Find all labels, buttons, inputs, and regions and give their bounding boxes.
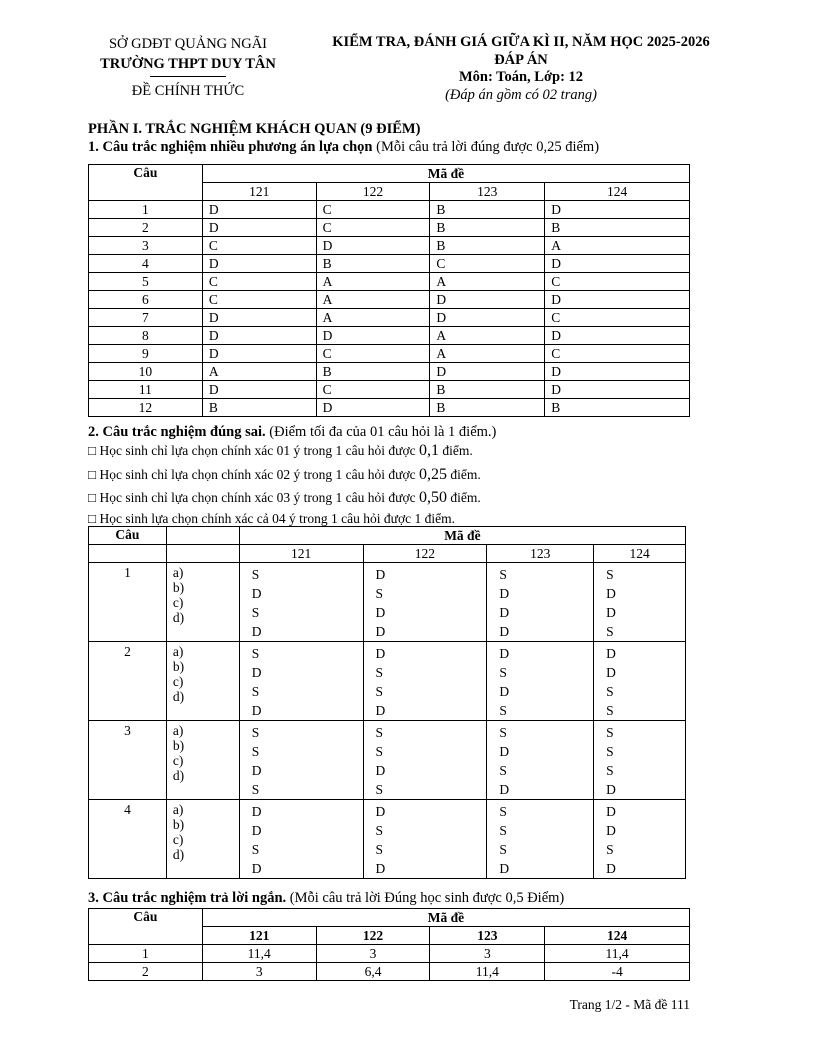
s2-note-3-points: 0,50 [418,489,447,506]
sub-item-letters [166,721,239,800]
sub-item-letter: c) [172,832,184,847]
true-false-value: S [606,624,614,639]
answer-cell: D [430,309,545,327]
true-false-value: S [499,567,507,582]
answer-cell: D [202,219,316,237]
true-false-value: D [606,861,616,876]
exam-code: 121 [202,927,316,945]
s2-head-cau: Câu [89,527,167,545]
exam-code: 124 [545,183,690,201]
s2-title-bold: 2. Câu trắc nghiệm đúng sai. [88,424,266,440]
sub-item-letter: a) [172,802,184,817]
answer-cell [239,563,363,642]
answer-cell: D [545,381,690,399]
exam-code: 121 [202,183,316,201]
true-false-value: S [251,842,260,857]
s2-note-2 [88,466,481,484]
answer-cell: C [202,291,316,309]
answer-cell [487,800,594,879]
answer-cell: D [545,291,690,309]
answer-cell: A [316,309,430,327]
exam-code: 122 [316,927,430,945]
table-row [89,309,690,327]
table-row [89,345,690,363]
true-false-value: D [375,804,386,819]
answer-cell [363,563,487,642]
s3-head-made: Mã đề [202,909,689,927]
exam-code: 121 [239,545,363,563]
answer-cell: A [430,273,545,291]
s2-head-blank-2 [89,545,167,563]
answer-cell: 3 [316,945,430,963]
true-false-value: S [606,725,614,740]
true-false-value: S [375,744,384,759]
answer-cell: C [430,255,545,273]
header-right [310,34,732,104]
true-false-value: D [606,804,616,819]
answer-cell [363,721,487,800]
sub-item-letter: c) [172,674,184,689]
question-number: 3 [89,237,203,255]
table-row [89,219,690,237]
answer-cell: D [202,255,316,273]
answer-cell: A [202,363,316,381]
true-false-value: D [606,605,616,620]
question-number: 2 [89,963,203,981]
answer-cell: B [430,219,545,237]
answer-cell: C [545,345,690,363]
true-false-value: D [606,782,616,797]
answer-cell: A [430,345,545,363]
true-false-value: S [251,646,260,661]
question-number: 5 [89,273,203,291]
true-false-value: S [375,823,384,838]
table-row [89,273,690,291]
answer-cell [239,800,363,879]
exam-code: 124 [594,545,686,563]
answer-cell: 3 [430,945,545,963]
s2-note-1-unit: điểm. [438,443,473,458]
s1-heading [88,139,599,156]
answer-cell: C [545,273,690,291]
true-false-value: D [375,703,386,718]
exam-code: 122 [363,545,487,563]
answer-cell: B [316,363,430,381]
sub-item-letter: c) [172,595,184,610]
s2-heading [88,424,496,441]
s2-note-1-points: 0,1 [418,442,439,459]
s1-answer-table [88,164,690,417]
answer-cell [594,563,686,642]
sub-item-letter: b) [172,659,185,674]
table-row [89,721,686,800]
answer-cell [363,642,487,721]
answer-cell: D [202,201,316,219]
table-row [89,237,690,255]
true-false-value: D [251,763,262,778]
s2-head-blank-3 [166,545,239,563]
header-left [88,34,288,101]
answer-cell: D [545,327,690,345]
answer-cell: D [202,345,316,363]
true-false-value: D [499,861,510,876]
answer-cell: D [202,309,316,327]
s3-heading [88,890,564,907]
true-false-value: S [375,725,384,740]
true-false-value: D [251,823,262,838]
answer-cell: 6,4 [316,963,430,981]
true-false-value: D [251,703,262,718]
question-number: 4 [89,255,203,273]
true-false-value: D [499,586,510,601]
answer-cell: A [316,291,430,309]
true-false-value: D [375,624,386,639]
question-number: 4 [89,800,167,879]
official-label: ĐỀ CHÍNH THỨC [131,83,245,99]
true-false-value: D [251,665,262,680]
answer-cell: A [545,237,690,255]
sub-item-letters [166,642,239,721]
exam-code: 123 [430,183,545,201]
true-false-value: S [606,567,614,582]
answer-cell: D [545,201,690,219]
true-false-value: S [606,684,614,699]
s2-note-2-text: □ Học sinh chỉ lựa chọn chính xác 02 ý trong 1 câu hỏi được [88,467,419,482]
true-false-value: D [606,646,616,661]
answer-cell: C [316,201,430,219]
exam-code: 123 [487,545,594,563]
true-false-value: S [499,842,507,857]
true-false-value: D [499,646,510,661]
true-false-value: S [251,782,260,797]
true-false-value: S [251,605,260,620]
answer-cell: -4 [545,963,690,981]
s2-note-2-unit: điểm. [446,467,481,482]
answer-cell [594,642,686,721]
table-row [89,399,690,417]
doc-type: ĐÁP ÁN [494,51,548,68]
table-row [89,963,690,981]
answer-cell [487,563,594,642]
table-row [89,563,686,642]
true-false-value: S [499,804,507,819]
question-number: 10 [89,363,203,381]
answer-cell: B [430,237,545,255]
s1-title-bold: 1. Câu trắc nghiệm nhiều phương án lựa chọn [88,139,373,155]
answer-cell [487,721,594,800]
s1-head-cau: Câu [89,165,203,201]
question-number: 1 [89,201,203,219]
true-false-value: D [499,624,510,639]
table-row [89,255,690,273]
true-false-value: D [375,567,386,582]
table-row [89,381,690,399]
true-false-value: S [375,665,384,680]
true-false-value: D [606,586,616,601]
answer-cell: D [316,237,430,255]
table-row [89,363,690,381]
sub-item-letter: d) [172,847,185,862]
table-row [89,201,690,219]
true-false-value: S [499,823,507,838]
answer-cell: A [430,327,545,345]
s2-note-1 [88,442,473,460]
sub-item-letter: a) [172,565,184,580]
true-false-value: D [251,586,262,601]
true-false-value: S [375,782,384,797]
answer-cell: D [430,363,545,381]
sub-item-letter: c) [172,753,184,768]
answer-cell: 11,4 [545,945,690,963]
question-number: 7 [89,309,203,327]
answer-cell: B [316,255,430,273]
sub-item-letter: a) [172,723,184,738]
true-false-value: D [499,782,510,797]
s2-answer-table [88,526,686,879]
true-false-value: D [375,861,386,876]
sub-item-letter: d) [172,610,185,625]
s2-head-blank [166,527,239,545]
exam-title: KIỂM TRA, ĐÁNH GIÁ GIỮA KÌ II, NĂM HỌC 2025-2026 [332,34,710,50]
true-false-value: D [375,646,386,661]
answer-cell: C [316,345,430,363]
true-false-value: S [375,586,384,601]
answer-cell: D [545,363,690,381]
sub-item-letters [166,800,239,879]
exam-code: 122 [316,183,430,201]
question-number: 1 [89,945,203,963]
subject: Môn: Toán, Lớp: 12 [458,69,584,85]
exam-code: 123 [430,927,545,945]
true-false-value: S [499,763,507,778]
answer-cell: 11,4 [430,963,545,981]
table-row [89,945,690,963]
answer-cell [594,721,686,800]
question-number: 9 [89,345,203,363]
page-footer: Trang 1/2 - Mã đề 111 [569,997,690,1012]
answer-cell: D [430,291,545,309]
answer-cell: 11,4 [202,945,316,963]
true-false-value: S [251,567,260,582]
true-false-value: S [375,842,384,857]
true-false-value: D [499,605,510,620]
question-number: 2 [89,642,167,721]
sub-item-letter: b) [172,580,185,595]
answer-cell: C [545,309,690,327]
s2-note-3-unit: điểm. [446,490,481,505]
sub-item-letter: d) [172,768,185,783]
answer-cell [239,721,363,800]
s2-note-1-text: □ Học sinh chỉ lựa chọn chính xác 01 ý trong 1 câu hỏi được [88,443,419,458]
true-false-value: D [606,665,616,680]
true-false-value: S [606,703,614,718]
s2-note-4: □ Học sinh lựa chọn chính xác cả 04 ý trong 1 câu hỏi được 1 điểm. [88,511,455,526]
sub-item-letter: b) [172,817,185,832]
answer-cell [363,800,487,879]
question-number: 2 [89,219,203,237]
school-name: TRƯỜNG THPT DUY TÂN [100,56,276,72]
s1-title-rest: (Mỗi câu trả lời đúng được 0,25 điểm) [372,139,600,155]
answer-cell: D [545,255,690,273]
true-false-value: S [606,763,614,778]
answer-cell [239,642,363,721]
true-false-value: D [251,804,262,819]
answer-cell [594,800,686,879]
part1-title: PHẦN I. TRẮC NGHIỆM KHÁCH QUAN (9 ĐIỂM) [88,121,421,137]
s2-note-2-points: 0,25 [418,466,447,483]
question-number: 8 [89,327,203,345]
s3-answer-table [88,908,690,981]
true-false-value: S [251,744,260,759]
department: SỞ GDĐT QUẢNG NGÃI [108,36,268,52]
question-number: 12 [89,399,203,417]
table-row [89,800,686,879]
true-false-value: D [375,763,386,778]
answer-cell: C [316,381,430,399]
s3-title-bold: 3. Câu trắc nghiệm trả lời ngắn. [88,890,287,906]
s2-head-made: Mã đề [239,527,685,545]
pages-note: (Đáp án gồm có 02 trang) [445,86,597,103]
true-false-value: D [606,823,616,838]
answer-cell: C [316,219,430,237]
true-false-value: S [499,665,507,680]
true-false-value: S [499,703,507,718]
question-number: 1 [89,563,167,642]
answer-cell: D [202,381,316,399]
answer-cell: B [202,399,316,417]
answer-cell: D [202,327,316,345]
question-number: 11 [89,381,203,399]
sub-item-letters [166,563,239,642]
s2-title-rest: (Điểm tối đa của 01 câu hỏi là 1 điểm.) [265,424,497,440]
s1-head-made: Mã đề [202,165,689,183]
true-false-value: S [499,725,507,740]
answer-cell: B [430,201,545,219]
school-underline [150,76,226,77]
true-false-value: S [251,725,260,740]
table-row [89,642,686,721]
table-row [89,291,690,309]
question-number: 3 [89,721,167,800]
answer-cell: B [430,399,545,417]
answer-cell: D [316,399,430,417]
true-false-value: S [375,684,384,699]
answer-cell: B [545,399,690,417]
true-false-value: S [251,684,260,699]
true-false-value: D [251,624,262,639]
sub-item-letter: b) [172,738,185,753]
answer-cell: B [430,381,545,399]
sub-item-letter: d) [172,689,185,704]
true-false-value: D [499,684,510,699]
answer-cell: C [202,237,316,255]
answer-cell: B [545,219,690,237]
answer-cell: 3 [202,963,316,981]
true-false-value: D [499,744,510,759]
exam-code: 124 [545,927,690,945]
answer-cell [487,642,594,721]
s2-note-3-text: □ Học sinh chỉ lựa chọn chính xác 03 ý trong 1 câu hỏi được [88,490,419,505]
sub-item-letter: a) [172,644,184,659]
s3-head-cau: Câu [89,909,203,945]
answer-cell: C [202,273,316,291]
true-false-value: S [606,744,614,759]
answer-cell: D [316,327,430,345]
s2-note-3 [88,489,481,507]
table-row [89,327,690,345]
true-false-value: D [375,605,386,620]
answer-cell: A [316,273,430,291]
true-false-value: D [251,861,262,876]
s3-title-rest: (Mỗi câu trả lời Đúng học sinh được 0,5 Điểm) [286,890,565,906]
true-false-value: S [606,842,614,857]
question-number: 6 [89,291,203,309]
